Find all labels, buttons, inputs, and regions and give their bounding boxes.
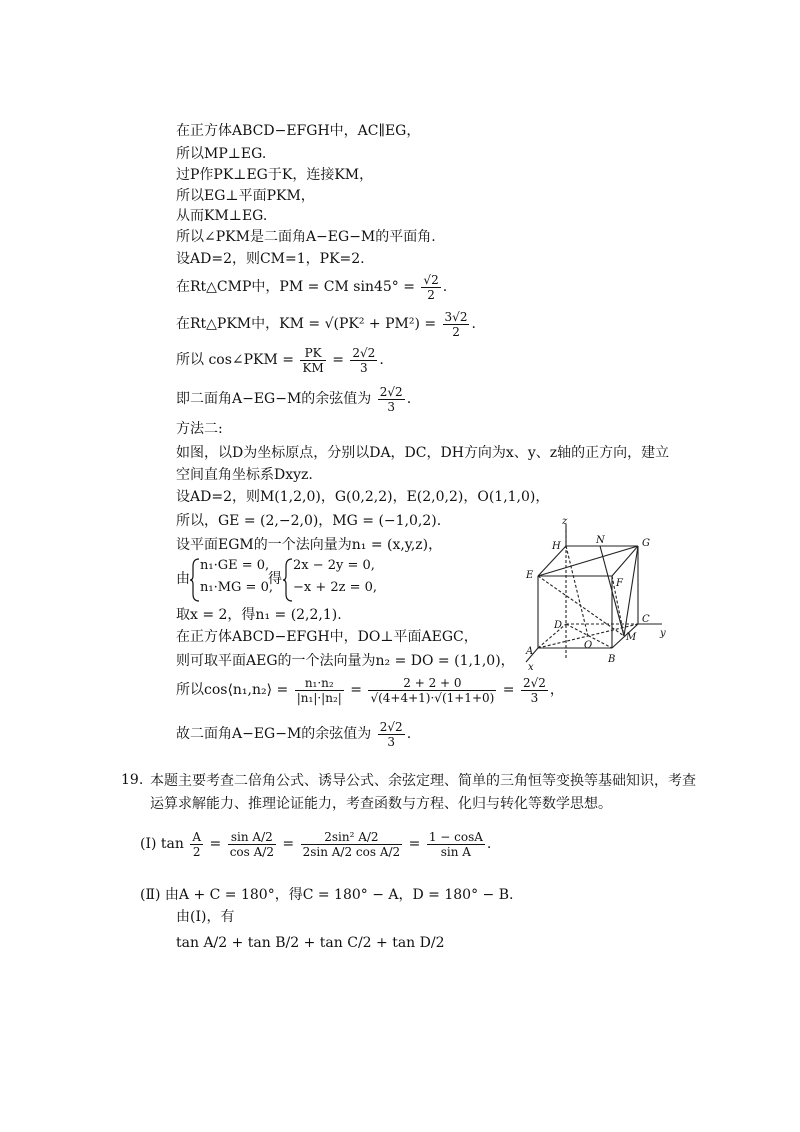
- text-line: 所以，GE = (2,−2,0)，MG = (−1,0,2).: [176, 513, 442, 529]
- figure-label: N: [596, 535, 605, 546]
- denominator: 2: [190, 844, 203, 859]
- numerator: 1 − cosA: [428, 829, 483, 844]
- formula-text: 所以 cos∠PKM =: [176, 352, 295, 368]
- formula-line: (Ⅰ) tan $\frac{A}{2}$ = $\frac{\text{sin A/2}}{\text{cos A/2}}$ = $\frac{\text{2sin² A/2}}{\text{2sin A/2 cos A/2}}$ = $\frac{1 - \cos A}{\text{sin A}}$ .: [140, 829, 492, 859]
- system-right-row: −x + 2z = 0,: [293, 580, 378, 595]
- figure-label: G: [642, 538, 650, 549]
- figure-label: E: [526, 570, 534, 581]
- formula-line: 所以 cos∠PKM = $\frac{PK}{KM}$ = $\frac{2√2}{3}$ .: [176, 345, 384, 375]
- figure-label: F: [616, 578, 623, 589]
- numerator: 3√2: [444, 309, 468, 324]
- numerator: sin A/2: [230, 829, 273, 844]
- numerator: 2sin² A/2: [324, 829, 379, 844]
- text-line: (Ⅱ) 由A + C = 180°，得C = 180° − A，D = 180° − B.: [140, 887, 514, 903]
- formula-line: 在Rt△PKM中，KM = √(PK² + PM²) = $\frac{3√2}{2}$ .: [176, 309, 476, 339]
- punctuation: ，: [549, 682, 564, 698]
- fraction: [521, 676, 548, 705]
- text-line: 过P作PK⊥EG于K，连接KM，: [176, 167, 374, 183]
- denominator: 3: [350, 360, 377, 375]
- formula-text: 即二面角A−EG−M的余弦值为: [176, 391, 372, 407]
- denominator: 3: [378, 399, 405, 414]
- right-brace: [283, 558, 293, 602]
- text-line: 所以EG⊥平面PKM，: [176, 188, 315, 204]
- figure-label: O: [584, 640, 593, 651]
- text-line: 从而KM⊥EG.: [176, 208, 268, 224]
- figure-label: A: [526, 646, 534, 657]
- text-line: tan A/2 + tan B/2 + tan C/2 + tan D/2: [176, 935, 445, 951]
- numerator: 2√2: [352, 345, 376, 360]
- system-left-row: n₁·MG = 0,: [200, 580, 273, 595]
- question-number: 19.: [121, 772, 144, 788]
- equals-sign: =: [332, 352, 344, 368]
- text-line: 由(Ⅰ)，有: [176, 909, 235, 925]
- text-line: 空间直角坐标系Dxyz.: [176, 467, 313, 483]
- figure-label: z: [562, 516, 568, 527]
- figure-label: x: [528, 662, 534, 673]
- text-line: 本题主要考查二倍角公式、诱导公式、余弦定理、简单的三角恒等变换等基础知识，考查: [150, 773, 696, 789]
- text-line: 如图，以D为坐标原点，分别以DA，DC，DH方向为x、y、z轴的正方向，建立: [176, 445, 670, 461]
- fraction: [228, 830, 276, 859]
- numerator: √2: [423, 272, 439, 287]
- equals-sign: =: [502, 682, 515, 698]
- fraction: [301, 830, 403, 859]
- numerator: n₁·n₂: [304, 675, 334, 690]
- fraction: [378, 385, 405, 414]
- fraction: [378, 720, 405, 749]
- equals-sign: =: [350, 682, 362, 698]
- denominator: sin A: [427, 844, 485, 859]
- text-line: 设AD=2，则M(1,2,0)，G(0,2,2)，E(2,0,2)，O(1,1,0)，: [176, 489, 550, 505]
- fraction: [350, 346, 377, 375]
- formula-line: 即二面角A−EG−M的余弦值为 $\frac{2√2}{3}$ .: [176, 384, 412, 414]
- equals-sign: =: [282, 836, 295, 852]
- text-line: 在正方体ABCD−EFGH中，AC∥EG，: [176, 123, 421, 139]
- figure-label: H: [552, 541, 561, 552]
- formula-line: [176, 674, 564, 706]
- denominator: √(4+4+1)·√(1+1+0): [370, 690, 495, 705]
- numerator: A: [192, 829, 202, 844]
- fraction: [427, 830, 485, 859]
- system-prefix: 由: [176, 571, 190, 587]
- denominator: cos A/2: [229, 844, 274, 859]
- formula-line: 在Rt△CMP中，PM = CM sin45° = $\frac{√2}{2}$ .: [176, 272, 448, 302]
- denominator: 2: [421, 287, 440, 302]
- cube-figure: [512, 516, 672, 676]
- formula-text: 故二面角A−EG−M的余弦值为: [176, 726, 372, 742]
- fraction: [190, 830, 203, 859]
- denominator: 3: [378, 734, 405, 749]
- text-line: 所以∠PKM是二面角A−EG−M的平面角.: [176, 229, 436, 245]
- denominator: 3: [521, 690, 548, 705]
- fraction: [295, 676, 344, 705]
- text-line: 取x = 2，得n₁ = (2,2,1).: [176, 607, 342, 623]
- figure-label: C: [642, 614, 650, 625]
- system-middle: 得: [268, 571, 282, 587]
- figure-label: y: [660, 628, 666, 639]
- numerator: 2 + 2 + 0: [403, 675, 462, 690]
- left-brace: [190, 558, 200, 602]
- part-label: (Ⅰ): [140, 836, 157, 852]
- formula-text: tan: [160, 836, 184, 852]
- figure-label: D: [554, 620, 563, 631]
- system-right-row: 2x − 2y = 0,: [293, 558, 375, 573]
- formula-text: 所以cos⟨n₁,n₂⟩ =: [176, 682, 289, 698]
- numerator: PK: [304, 345, 322, 360]
- figure-label: B: [608, 654, 616, 665]
- equals-sign: =: [408, 836, 421, 852]
- text-line: 设平面EGM的一个法向量为n₁ = (x,y,z)，: [176, 537, 443, 553]
- system-left-row: n₁·GE = 0,: [200, 558, 270, 573]
- fraction: [443, 310, 470, 339]
- text-line: 所以MP⊥EG.: [176, 146, 267, 162]
- denominator: |n₁|·|n₂|: [296, 690, 342, 705]
- numerator: 2√2: [379, 384, 403, 399]
- formula-text: 在Rt△CMP中，PM = CM sin45° =: [176, 279, 415, 295]
- fraction: [421, 273, 440, 302]
- text-line: 设AD=2，则CM=1，PK=2.: [176, 251, 365, 267]
- equals-sign: =: [209, 836, 222, 852]
- method-heading: 方法二:: [176, 421, 223, 437]
- denominator: 2: [443, 324, 470, 339]
- text-line: 则可取平面AEG的一个法向量为n₂ = DO = (1,1,0)，: [176, 653, 515, 669]
- formula-line: 故二面角A−EG−M的余弦值为 $\frac{2√2}{3}$ .: [176, 719, 412, 749]
- fraction: [368, 676, 496, 705]
- denominator: 2sin A/2 cos A/2: [302, 844, 401, 859]
- text-line: 运算求解能力、推理论证能力，考查函数与方程、化归与转化等数学思想。: [150, 796, 612, 812]
- formula-text: 在Rt△PKM中，KM = √(PK² + PM²) =: [176, 316, 437, 332]
- denominator: KM: [302, 360, 324, 375]
- text-line: 在正方体ABCD−EFGH中，DO⊥平面AEGC，: [176, 629, 478, 645]
- fraction: [300, 346, 325, 375]
- numerator: 2√2: [522, 675, 546, 690]
- figure-label: M: [626, 632, 637, 643]
- numerator: 2√2: [379, 719, 403, 734]
